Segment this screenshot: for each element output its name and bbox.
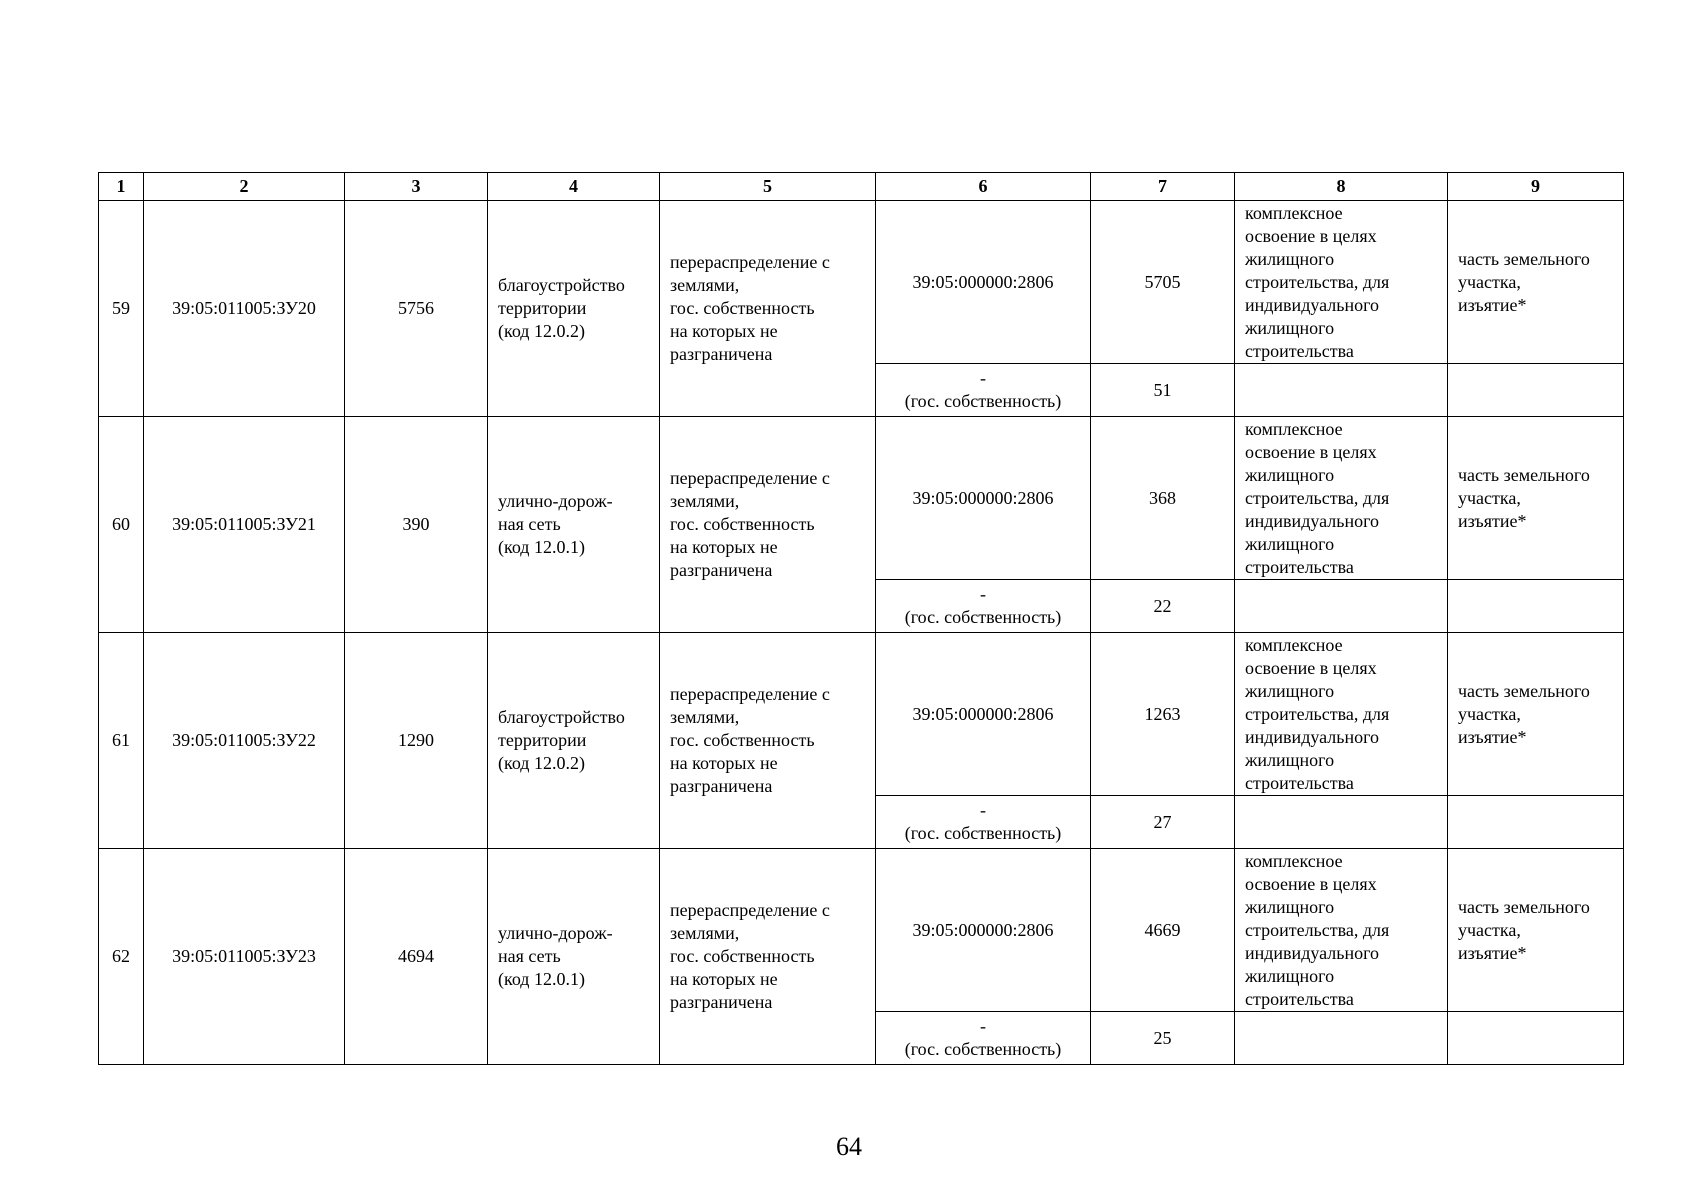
source-parcel: 39:05:000000:2806 <box>876 849 1091 1012</box>
source-area: 1263 <box>1091 633 1235 796</box>
source-note: часть земельного участка, изъятие* <box>1448 849 1624 1012</box>
header-row <box>99 173 1624 201</box>
table-row <box>99 417 1624 580</box>
empty-cell <box>1235 364 1448 417</box>
header-col-9: 9 <box>1448 173 1624 201</box>
empty-cell <box>1235 580 1448 633</box>
formation-method: перераспределение с землями, гос. собственность на которых не разграничена <box>660 633 876 849</box>
source-purpose: комплексное освоение в целях жилищного строительства, для индивидуального жилищного строительства <box>1235 417 1448 580</box>
permitted-use: благоустройство территории (код 12.0.2) <box>488 633 660 849</box>
page-number: 64 <box>836 1132 862 1161</box>
source-parcel: 39:05:000000:2806 <box>876 201 1091 364</box>
permitted-use: улично-дорож- ная сеть (код 12.0.1) <box>488 417 660 633</box>
source-note: часть земельного участка, изъятие* <box>1448 201 1624 364</box>
empty-cell <box>1448 796 1624 849</box>
empty-cell <box>1235 1012 1448 1065</box>
source-parcel-state: - (гос. собственность) <box>876 364 1091 417</box>
source-area-state: 25 <box>1091 1012 1235 1065</box>
parcel-area: 1290 <box>345 633 488 849</box>
source-area: 5705 <box>1091 201 1235 364</box>
source-area-state: 22 <box>1091 580 1235 633</box>
parcel-area: 4694 <box>345 849 488 1065</box>
permitted-use: улично-дорож- ная сеть (код 12.0.1) <box>488 849 660 1065</box>
parcel-area: 5756 <box>345 201 488 417</box>
empty-cell <box>1448 364 1624 417</box>
source-area: 4669 <box>1091 849 1235 1012</box>
source-parcel-state: - (гос. собственность) <box>876 796 1091 849</box>
header-col-8: 8 <box>1235 173 1448 201</box>
formation-method: перераспределение с землями, гос. собственность на которых не разграничена <box>660 849 876 1065</box>
source-note: часть земельного участка, изъятие* <box>1448 633 1624 796</box>
table-row <box>99 849 1624 1012</box>
row-number: 61 <box>99 633 144 849</box>
table-row <box>99 201 1624 364</box>
source-area-state: 27 <box>1091 796 1235 849</box>
source-purpose: комплексное освоение в целях жилищного строительства, для индивидуального жилищного строительства <box>1235 201 1448 364</box>
row-number: 60 <box>99 417 144 633</box>
source-parcel: 39:05:000000:2806 <box>876 417 1091 580</box>
source-parcel-state: - (гос. собственность) <box>876 1012 1091 1065</box>
row-number: 59 <box>99 201 144 417</box>
source-area: 368 <box>1091 417 1235 580</box>
formation-method: перераспределение с землями, гос. собственность на которых не разграничена <box>660 417 876 633</box>
header-col-6: 6 <box>876 173 1091 201</box>
formation-method: перераспределение с землями, гос. собственность на которых не разграничена <box>660 201 876 417</box>
header-col-3: 3 <box>345 173 488 201</box>
cadastral-number: 39:05:011005:ЗУ20 <box>144 201 345 417</box>
source-purpose: комплексное освоение в целях жилищного строительства, для индивидуального жилищного строительства <box>1235 849 1448 1012</box>
source-area-state: 51 <box>1091 364 1235 417</box>
header-col-7: 7 <box>1091 173 1235 201</box>
header-col-1: 1 <box>99 173 144 201</box>
header-col-5: 5 <box>660 173 876 201</box>
empty-cell <box>1448 580 1624 633</box>
permitted-use: благоустройство территории (код 12.0.2) <box>488 201 660 417</box>
header-col-2: 2 <box>144 173 345 201</box>
source-parcel-state: - (гос. собственность) <box>876 580 1091 633</box>
parcel-area: 390 <box>345 417 488 633</box>
land-parcel-table <box>98 172 1624 1065</box>
source-parcel: 39:05:000000:2806 <box>876 633 1091 796</box>
cadastral-number: 39:05:011005:ЗУ23 <box>144 849 345 1065</box>
source-note: часть земельного участка, изъятие* <box>1448 417 1624 580</box>
cadastral-number: 39:05:011005:ЗУ21 <box>144 417 345 633</box>
empty-cell <box>1448 1012 1624 1065</box>
header-col-4: 4 <box>488 173 660 201</box>
cadastral-number: 39:05:011005:ЗУ22 <box>144 633 345 849</box>
table-row <box>99 633 1624 796</box>
row-number: 62 <box>99 849 144 1065</box>
source-purpose: комплексное освоение в целях жилищного строительства, для индивидуального жилищного строительства <box>1235 633 1448 796</box>
empty-cell <box>1235 796 1448 849</box>
